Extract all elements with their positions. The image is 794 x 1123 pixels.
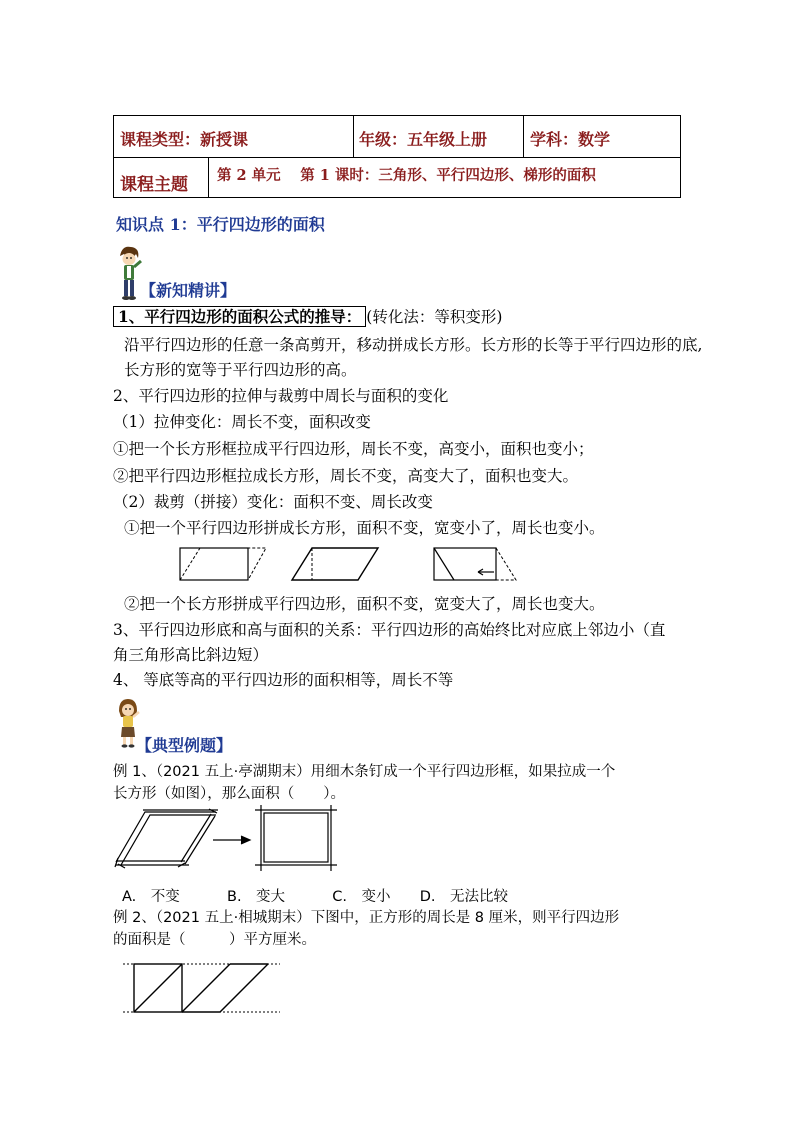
point1-line1: 沿平行四边形的任意一条高剪开，移动拼成长方形。长方形的长等于平行四边形的底, [124,336,703,354]
option-c[interactable]: C. 变小 [332,889,391,905]
point4: 4、 等底等高的平行四边形的面积相等，周长不等 [113,671,454,689]
boy-character-icon [116,244,142,302]
point1-line2: 长方形的宽等于平行四边形的高。 [124,361,357,379]
example2-line1: 例 2、（2021 五上·相城期末）下图中，正方形的周长是 8 厘米，则平行四边形 [113,910,620,926]
option-d[interactable]: D. 无法比较 [419,889,509,905]
example1-line1: 例 1、（2021 五上·亭湖期末）用细木条钉成一个平行四边形框，如果拉成一个 [113,764,616,780]
course-type: 课程类型：新授课 [120,130,249,149]
diagram-rect-to-parallelogram [178,545,270,583]
point3-line2: 角三角形高比斜边短） [113,646,269,664]
topic-value: 第 2 单元 第 1 课时：三角形、平行四边形、梯形的面积 [217,167,596,184]
example2-line2: 的面积是（ ）平方厘米。 [113,932,316,948]
example1-options [122,885,508,906]
point2-sub2-b: ②把一个长方形拼成平行四边形，面积不变，宽变大了，周长也变大。 [124,595,605,613]
examples-heading: 【典型例题】 [136,736,233,755]
point2-sub2: （2）裁剪（拼接）变化：面积不变、周长改变 [113,493,433,511]
example1-frame-diagram [113,805,343,875]
point1-title: 1、平行四边形的面积公式的推导： [113,306,366,327]
option-a[interactable]: A. 不变 [122,889,180,905]
topic-label: 课程主题 [120,175,188,195]
diagram-parallelogram [290,545,382,583]
point2-sub1-a: ①把一个长方形框拉成平行四边形，周长不变，高变小，面积也变小； [113,440,594,458]
knowledge-point-title: 知识点 1：平行四边形的面积 [116,215,325,234]
grade: 年级：五年级上册 [359,130,488,149]
example2-square-parallelogram-diagram [118,957,288,1019]
point1-method: (转化法：等积变形) [366,308,503,326]
point2-sub1-b: ②把平行四边形框拉成长方形，周长不变，高变大了，面积也变大。 [113,467,579,485]
course-header-table [113,115,681,198]
option-b[interactable]: B. 变大 [227,889,286,905]
new-knowledge-heading: 【新知精讲】 [140,281,237,300]
point2-title: 2、平行四边形的拉伸与裁剪中周长与面积的变化 [113,387,449,405]
point1-title-row [113,305,502,327]
example1-line2: 长方形（如图），那么面积（ ）。 [113,786,345,802]
subject: 学科：数学 [530,130,611,149]
point2-sub2-a: ①把一个平行四边形拼成长方形，面积不变，宽变小了，周长也变小。 [124,519,605,537]
diagram-parallelogram-to-rect [432,545,524,583]
point2-sub1: （1）拉伸变化：周长不变，面积改变 [113,413,371,431]
point3-line1: 3、平行四边形底和高与面积的关系：平行四边形的高始终比对应底上邻边小（直 [113,621,666,639]
